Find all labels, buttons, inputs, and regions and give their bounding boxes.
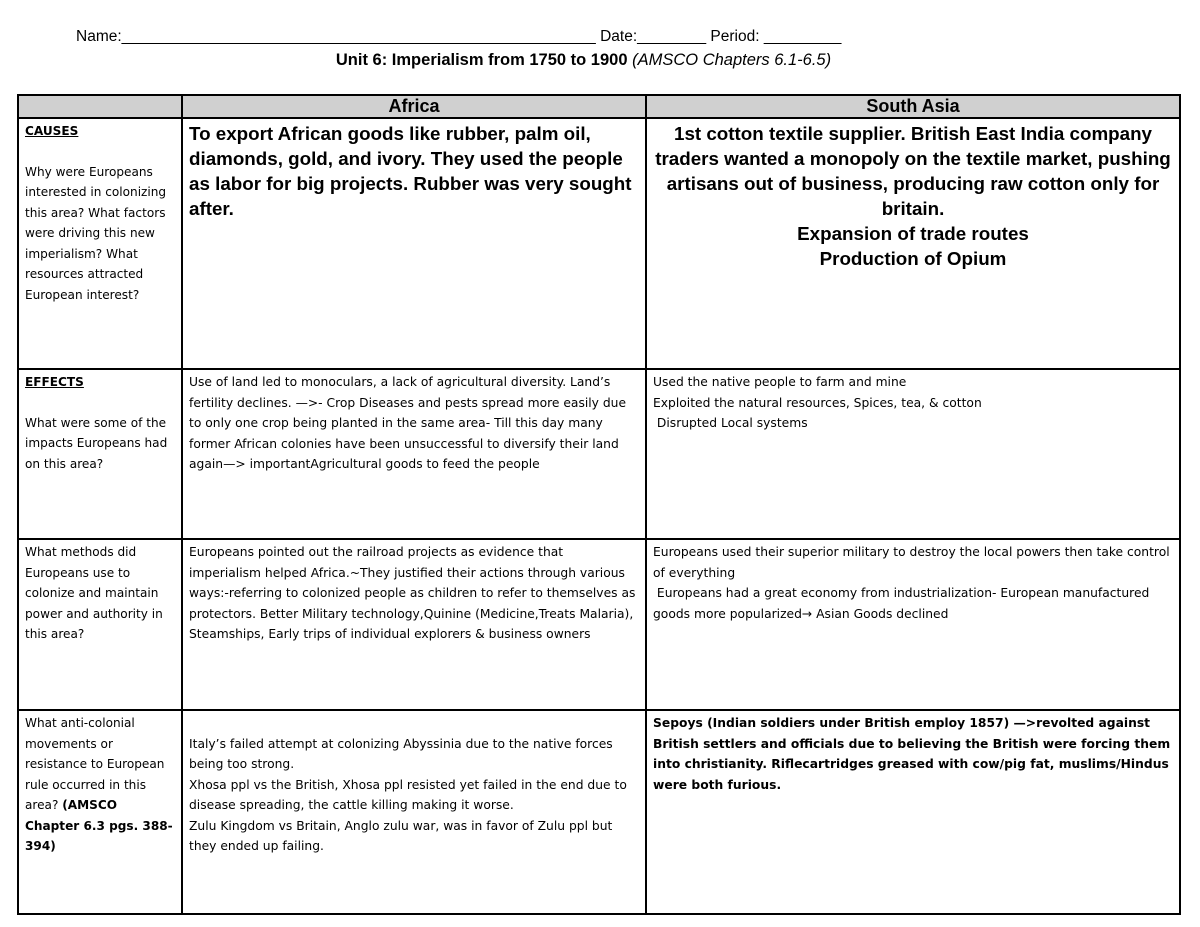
- causes-question-cell: [18, 118, 182, 369]
- south-asia-methods-line-2: Europeans had a great economy from industrialization- European manufactured goods more popularized→ Asian Goods declined: [653, 586, 1154, 621]
- africa-methods-cell: [182, 539, 646, 710]
- south-asia-column-header: South Asia: [646, 95, 1180, 118]
- title-main: Unit 6: Imperialism from 1750 to 1900: [335, 51, 628, 69]
- blank-line: [189, 713, 639, 734]
- title-subtitle: (AMSCO Chapters 6.1-6.5): [632, 51, 832, 69]
- south-asia-resistance-cell: [646, 710, 1180, 914]
- south-asia-effects-line-3: Disrupted Local systems: [653, 416, 808, 430]
- effects-label: EFFECTS: [25, 375, 84, 389]
- south-asia-methods-line-1: Europeans used their superior military to destroy the local powers then take control of everything: [653, 545, 1170, 580]
- south-asia-effects-line-2: Exploited the natural resources, Spices, tea, & cotton: [653, 395, 982, 410]
- corner-header-cell: [18, 95, 182, 118]
- resistance-row: [18, 710, 1180, 914]
- methods-row: [18, 539, 1180, 710]
- africa-column-header: Africa: [182, 95, 646, 118]
- effects-question-cell: [18, 369, 182, 539]
- africa-resistance-line-2: Xhosa ppl vs the British, Xhosa ppl resisted yet failed in the end due to disease spreading, the cattle killing making it worse.: [189, 777, 627, 812]
- south-asia-causes-line-2: Expansion of trade routes: [797, 223, 1029, 244]
- imperialism-chart-table: [17, 94, 1181, 915]
- effects-question: What were some of the impacts Europeans had on this area?: [25, 415, 168, 471]
- africa-effects-cell: [182, 369, 646, 539]
- resistance-question: What anti-colonial movements or resistance to European rule occurred in this area?: [25, 716, 165, 812]
- africa-causes-text: To export African goods like rubber, palm oil, diamonds, gold, and ivory. They used the people as labor for big projects. Rubber was very sought after.: [189, 123, 632, 219]
- name-date-period-line: Name:_______________________________________________________ Date:________ Period: _________: [76, 28, 842, 45]
- resistance-question-cell: [18, 710, 182, 914]
- methods-question: What methods did Europeans use to colonize and maintain power and authority in this area?: [25, 545, 163, 641]
- south-asia-causes-line-3: Production of Opium: [819, 248, 1007, 269]
- south-asia-effects-line-1: Used the native people to farm and mine: [653, 375, 907, 389]
- causes-row: [18, 118, 1180, 369]
- page-title: [0, 51, 1167, 70]
- header-row: [18, 95, 1180, 118]
- methods-question-cell: [18, 539, 182, 710]
- africa-resistance-line-1: Italy’s failed attempt at colonizing Abyssinia due to the native forces being too strong.: [189, 736, 613, 771]
- resistance-question-reference: (AMSCO Chapter 6.3 pgs. 388-394): [25, 798, 173, 853]
- effects-row: [18, 369, 1180, 539]
- africa-resistance-cell: [182, 710, 646, 914]
- south-asia-causes-line-1: 1st cotton textile supplier. British East India company traders wanted a monopoly on the textile market, pushing artisans out of business, producing raw cotton only for britain.: [655, 123, 1171, 219]
- south-asia-resistance-text: Sepoys (Indian soldiers under British employ 1857) —>revolted against British settlers and officials due to believing the British were forcing them into christianity. Riflecartridges greased with cow/pig fat, muslims/Hindus were both furious.: [653, 716, 1171, 792]
- africa-effects-text: Use of land led to monoculars, a lack of agricultural diversity. Land’s fertility declines. —>- Crop Diseases and pests spread more easily due to only one crop being planted in the same area- Till this day many former African colonies have been unsuccessful to diversify their land again—> importantAgricultural goods to feed the people: [189, 375, 627, 471]
- africa-methods-text: Europeans pointed out the railroad projects as evidence that imperialism helped Africa.~They justified their actions through various ways:-referring to colonized people as children to refer to themselves as protectors. Better Military technology,Quinine (Medicine,Treats Malaria), Steamships, Early trips of individual explorers & business owners: [189, 545, 636, 641]
- south-asia-effects-cell: [646, 369, 1180, 539]
- causes-question: Why were Europeans interested in colonizing this area? What factors were driving this new imperialism? What resources attracted European interest?: [25, 164, 167, 302]
- africa-resistance-line-3: Zulu Kingdom vs Britain, Anglo zulu war, was in favor of Zulu ppl but they ended up failing.: [189, 818, 613, 853]
- africa-causes-cell: [182, 118, 646, 369]
- south-asia-methods-cell: [646, 539, 1180, 710]
- causes-label: CAUSES: [25, 124, 79, 138]
- south-asia-causes-cell: [646, 118, 1180, 369]
